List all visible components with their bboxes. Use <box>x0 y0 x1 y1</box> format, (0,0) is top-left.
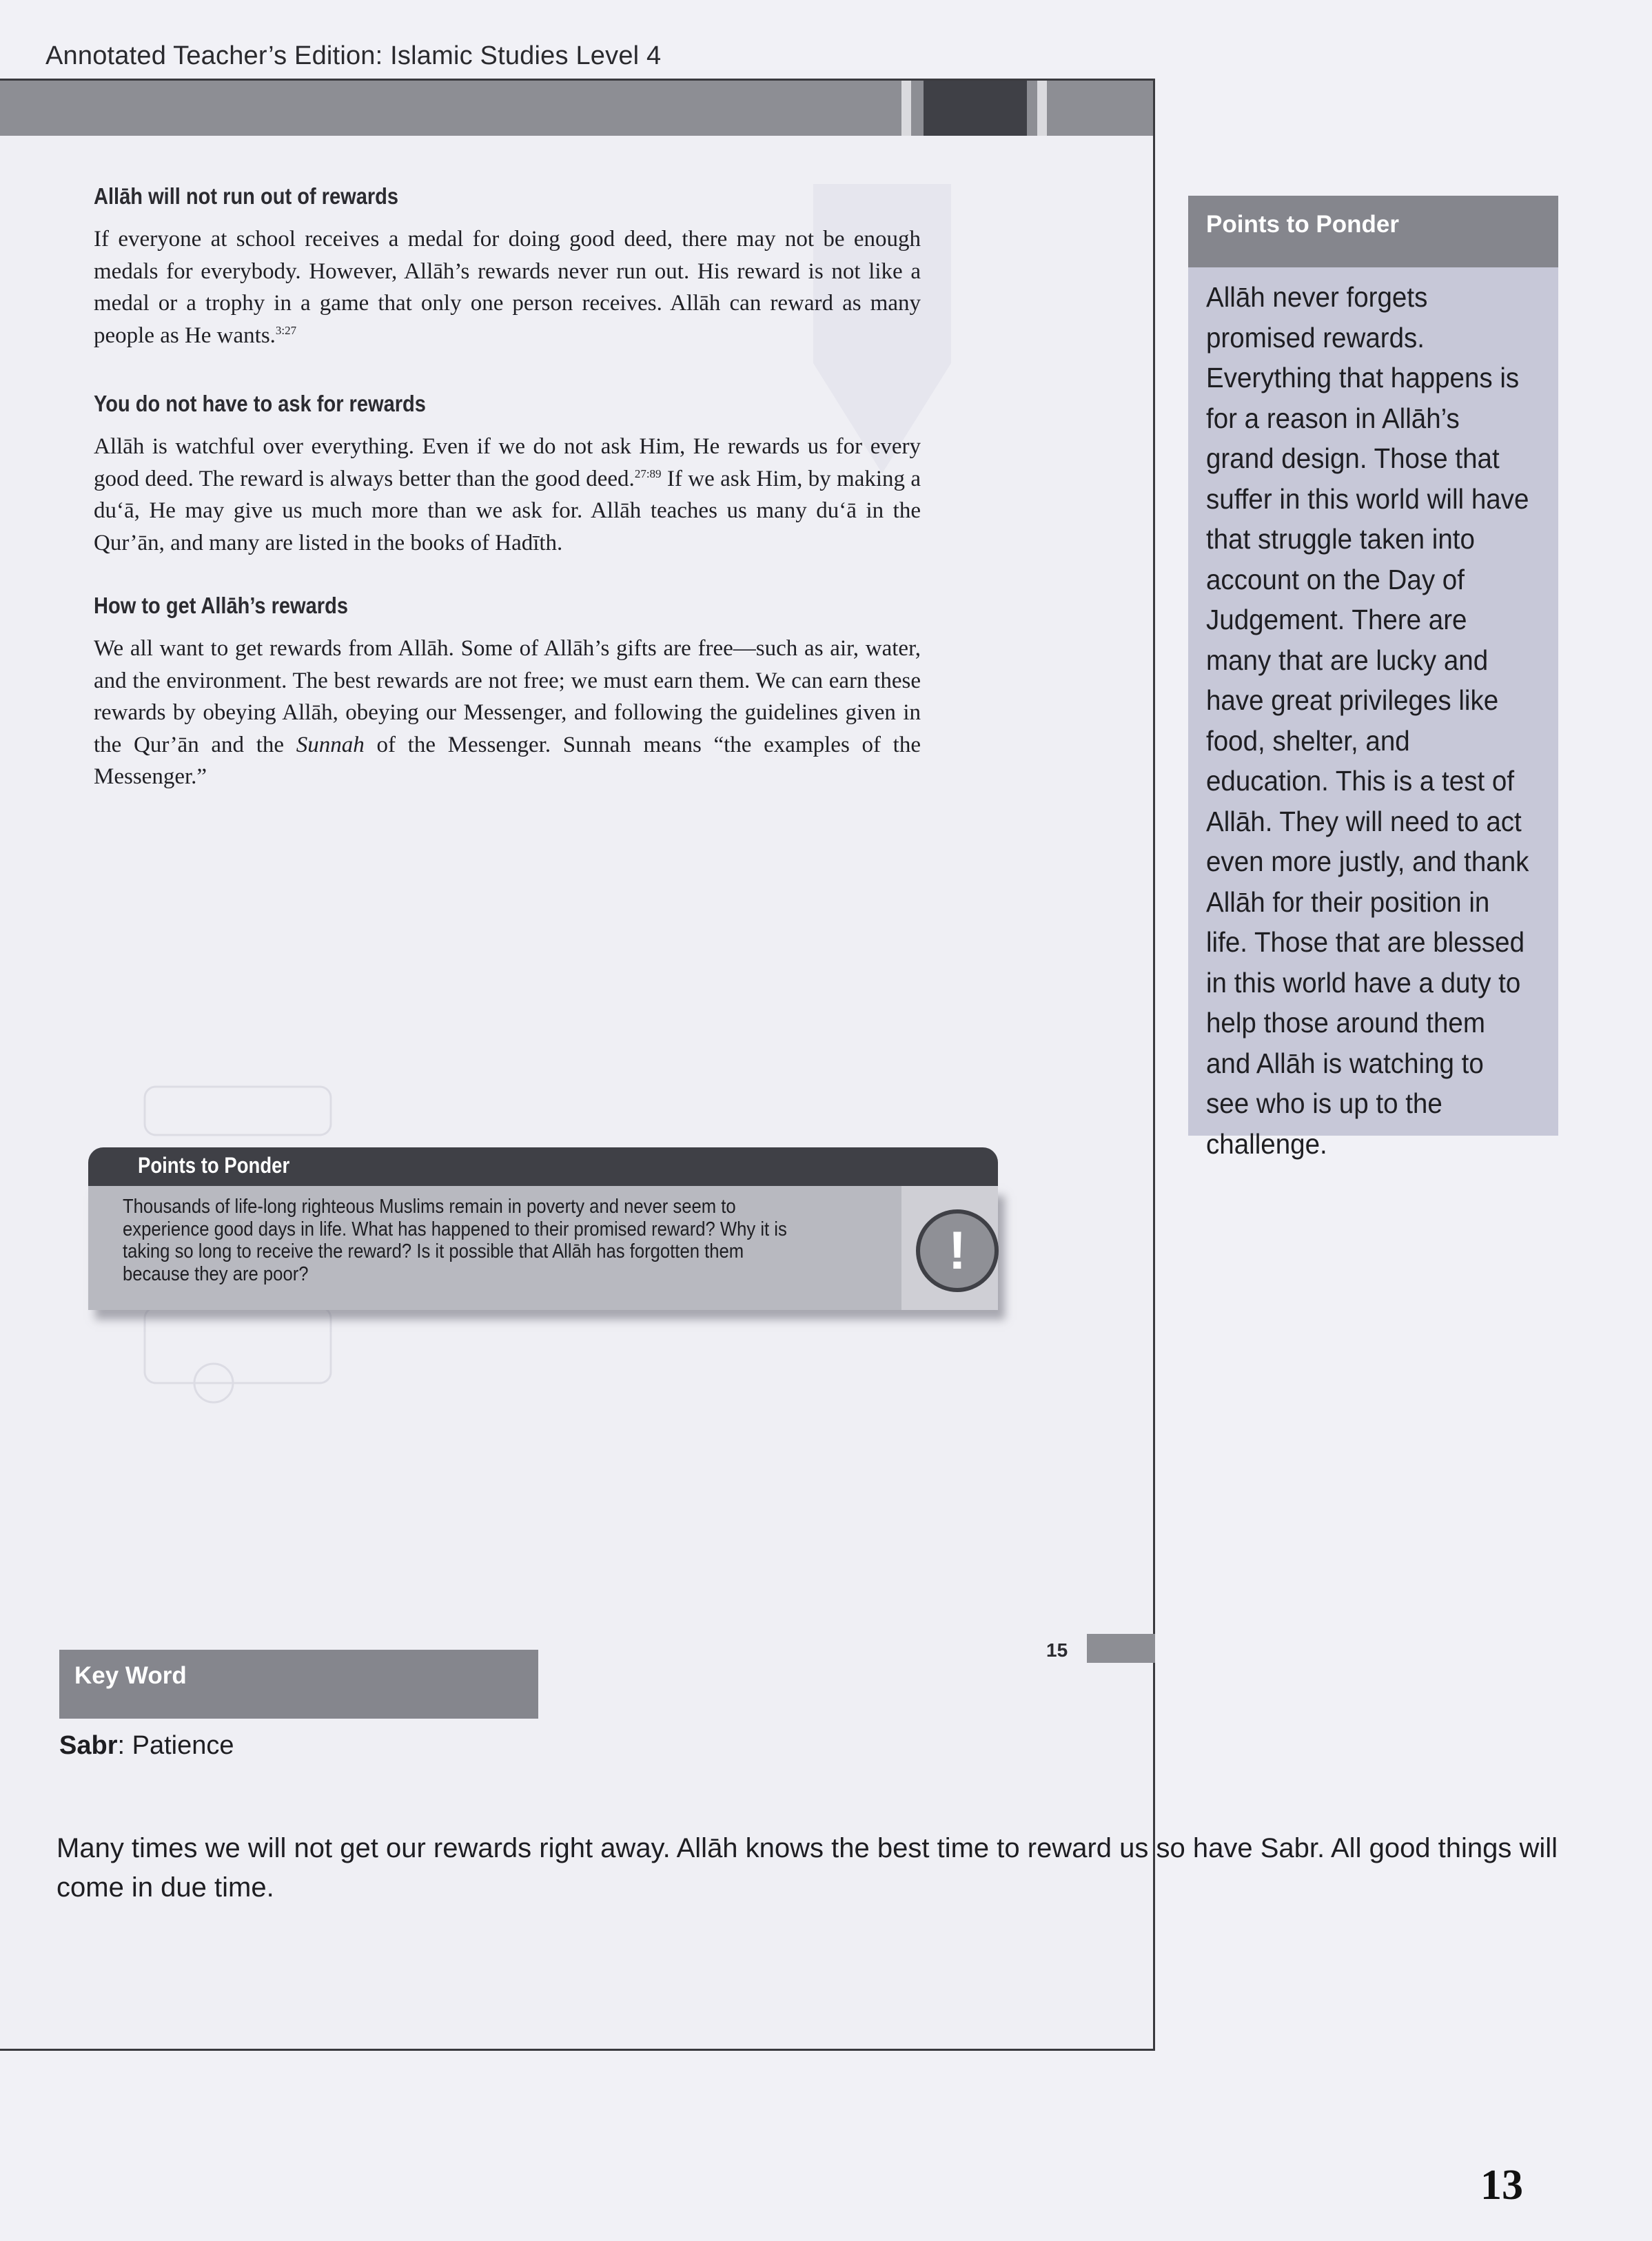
section-paragraph-2 <box>94 431 921 559</box>
sunnah-term: Sunnah <box>296 732 365 757</box>
key-word-meaning: Patience <box>132 1731 234 1760</box>
inner-ponder-text: Thousands of life-long righteous Muslims remain in poverty and never seem to experience good days in life. What has happened to their promised reward? Why it is taking so long to receive the reward? Is it possible that Allāh has forgotten them because they are poor? <box>123 1196 787 1285</box>
page-number-tab <box>1087 1634 1155 1663</box>
section-paragraph-1 <box>94 223 921 351</box>
section-paragraph-2-text-b: If we ask Him, by making a du‘ā, He may give us much more than we ask for. Allāh teaches us many du‘ā in the Qur’ān, and many are listed in the books of Hadīth. <box>94 466 921 555</box>
page-top-stripe <box>901 81 911 136</box>
inner-ponder-title: Points to Ponder <box>138 1153 290 1178</box>
running-header: Annotated Teacher’s Edition: Islamic Studies Level 4 <box>45 41 662 70</box>
section-paragraph-3 <box>94 633 921 793</box>
section-paragraph-1-text: If everyone at school receives a medal for doing good deed, there may not be enough medals for everybody. However, Allāh’s rewards never run out. His reward is not like a medal or a trophy in a game that only one person receives. Allāh can reward as many people as He wants. <box>94 227 921 348</box>
key-word-title: Key Word <box>74 1662 187 1689</box>
verse-reference: 3:27 <box>275 323 297 337</box>
verse-reference: 27:89 <box>634 467 662 480</box>
key-word-separator: : <box>117 1731 132 1760</box>
section-title-3: How to get Allāh’s rewards <box>94 593 348 618</box>
section-title-2: You do not have to ask for rewards <box>94 391 426 416</box>
key-word-definition <box>59 1731 234 1761</box>
page-top-block <box>924 81 1027 136</box>
sidebar-ponder-title: Points to Ponder <box>1206 211 1399 238</box>
sidebar-points-to-ponder <box>1188 196 1558 1160</box>
book-page-number: 13 <box>1480 2162 1523 2209</box>
exclamation-icon: ! <box>916 1209 999 1292</box>
section-paragraph-2-text-a: Allāh is watchful over everything. Even if we do not ask Him, He rewards us for every good deed. The reward is always better than the good deed. <box>94 434 921 491</box>
inner-points-to-ponder-box <box>88 1147 998 1316</box>
section-paragraph-3-text-a: We all want to get rewards from Allāh. Some of Allāh’s gifts are free—such as air, water, and the environment. The best rewards are not free; we must earn them. We can earn these rewards by obeying Allāh, obeying our Messenger, and following the guidelines given in the Qur’ān and the <box>94 636 921 757</box>
student-page-number: 15 <box>1046 1639 1068 1661</box>
teacher-note: Many times we will not get our rewards right away. Allāh knows the best time to reward us so have Sabr. All good things will come in due time. <box>57 1833 1558 1903</box>
section-title-1: Allāh will not run out of rewards <box>94 183 399 209</box>
page-top-stripe <box>1037 81 1047 136</box>
key-word-term: Sabr <box>59 1731 118 1760</box>
sidebar-ponder-text: Allāh never forgets promised rewards. Everything that happens is for a reason in Allāh’s grand design. Those that suffer in this world will have that struggle taken into account on the Day of Judgement. There are many that are lucky and have great privileges like food, shelter, and education. This is a test of Allāh. They will need to act even more justly, and thank Allāh for their position in life. Those that are blessed in this world have a duty to help those around them and Allāh is watching to see who is up to the challenge. <box>1206 281 1529 1160</box>
section-paragraph-3-text-b: of the Messenger. Sunnah means “the examples of the Messenger.” <box>94 732 921 789</box>
